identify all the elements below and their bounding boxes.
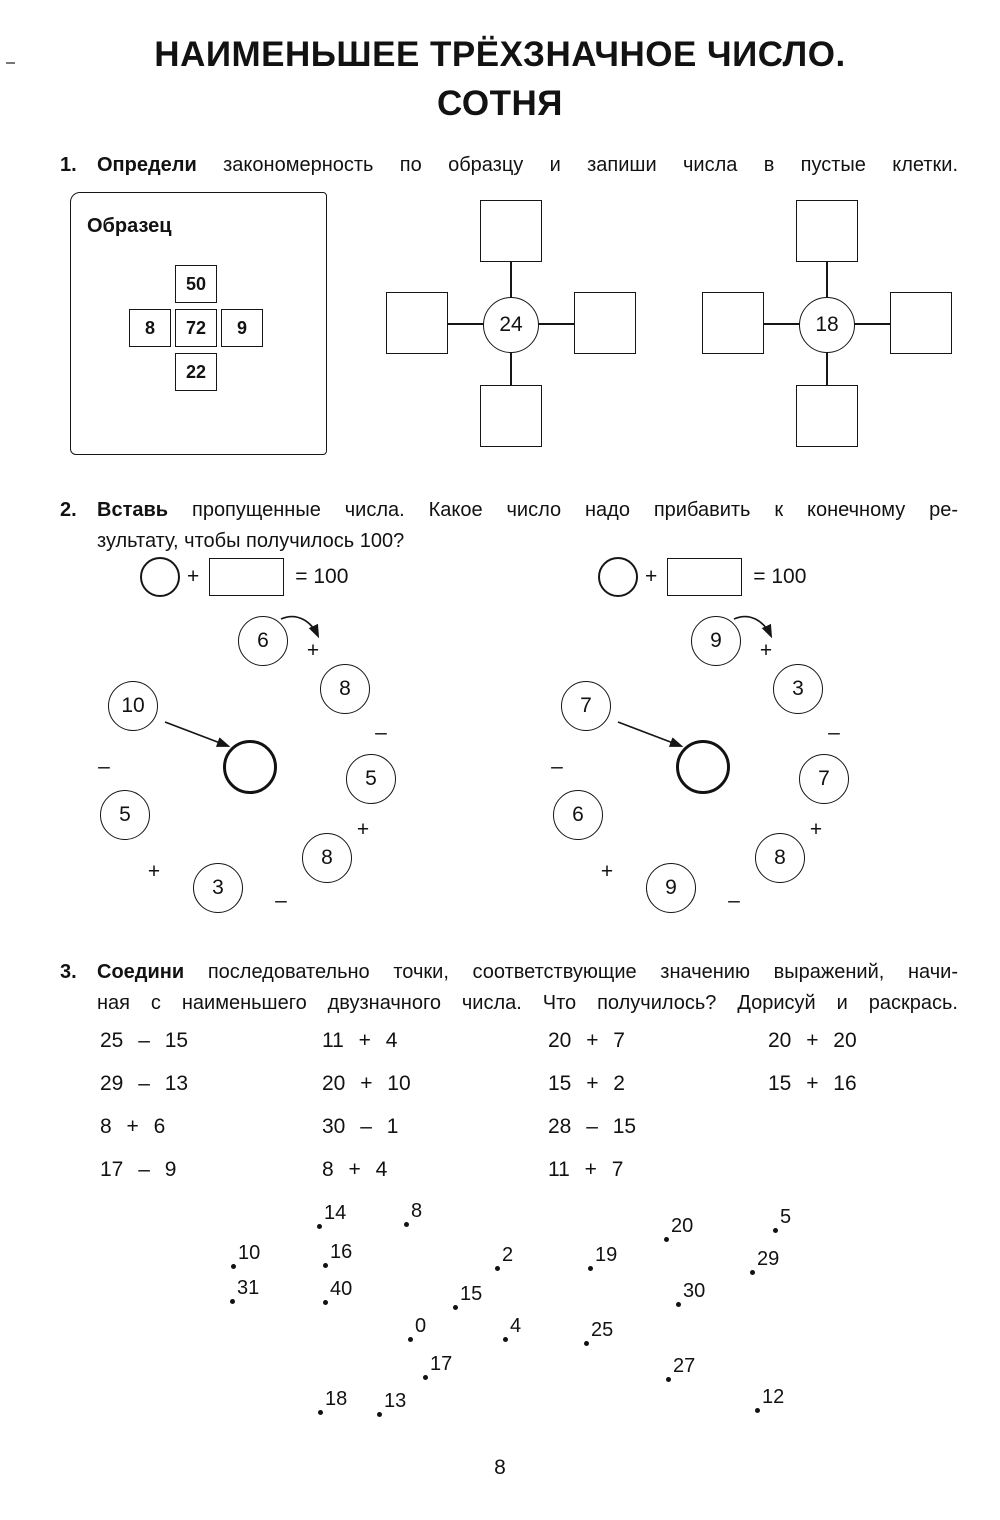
expression: 11 + 4 [322, 1029, 398, 1052]
expression: 29 – 13 [100, 1072, 189, 1095]
expression: 25 – 15 [100, 1029, 189, 1052]
operator-sign: – [551, 755, 563, 778]
dot-label: 0 [415, 1315, 427, 1337]
spiral-number: 3 [773, 664, 823, 714]
dot[interactable] [666, 1377, 671, 1382]
equals-100-label: = 100 [753, 565, 807, 588]
expression: 20 + 10 [322, 1072, 411, 1095]
operator-sign: + [147, 860, 161, 883]
dot-label: 29 [757, 1248, 780, 1270]
dot[interactable] [676, 1302, 681, 1307]
spiral-number: 3 [193, 863, 243, 913]
dot[interactable] [323, 1263, 328, 1268]
dot[interactable] [318, 1410, 323, 1415]
spiral-number: 5 [346, 754, 396, 804]
spiral-number: 9 [646, 863, 696, 913]
dot-label: 30 [683, 1280, 706, 1302]
dot[interactable] [230, 1299, 235, 1304]
expression: 20 + 7 [548, 1029, 625, 1052]
dot[interactable] [750, 1270, 755, 1275]
spiral-number: 8 [755, 833, 805, 883]
dot[interactable] [584, 1341, 589, 1346]
task1-number: 1. [60, 154, 77, 176]
task3-line2: ная с наименьшего двузначного числа. Что получилось? Дорисуй и раскрась. [97, 992, 958, 1014]
dot-label: 8 [411, 1200, 423, 1222]
dot-label: 5 [780, 1206, 792, 1228]
expression: 8 + 6 [100, 1115, 166, 1138]
dot[interactable] [377, 1412, 382, 1417]
expression: 15 + 16 [768, 1072, 857, 1095]
dot-label: 27 [673, 1355, 696, 1377]
dot-label: 18 [325, 1388, 348, 1410]
sample-cell-left: 8 [129, 309, 171, 347]
dot[interactable] [495, 1266, 500, 1271]
task3-text1: последовательно точки, соответствующие значению выражений, начи- [207, 961, 958, 983]
operator-sign: – [828, 721, 840, 744]
spiral-number: 8 [320, 664, 370, 714]
dot-label: 12 [762, 1386, 785, 1408]
dot[interactable] [664, 1237, 669, 1242]
spiral-number: 6 [238, 616, 288, 666]
dot-label: 31 [237, 1277, 260, 1299]
dot[interactable] [773, 1228, 778, 1233]
operator-sign: – [98, 755, 110, 778]
sample-cell-top: 50 [175, 265, 217, 303]
dot[interactable] [588, 1266, 593, 1271]
operator-sign: – [375, 721, 387, 744]
dot[interactable] [408, 1337, 413, 1342]
operator-sign: + [809, 818, 823, 841]
spiral-number: 7 [561, 681, 611, 731]
dot-label: 13 [384, 1390, 407, 1412]
task2-line2: зультату, чтобы получилось 100? [97, 530, 405, 552]
dot-label: 17 [430, 1353, 453, 1375]
dot[interactable] [423, 1375, 428, 1380]
expression: 28 – 15 [548, 1115, 637, 1138]
task1-text: закономерность по образцу и запиши числа в пустые клетки. [223, 154, 958, 176]
spiral-number: 8 [302, 833, 352, 883]
dot-label: 40 [330, 1278, 353, 1300]
dot[interactable] [503, 1337, 508, 1342]
expression: 20 + 20 [768, 1029, 857, 1052]
spiral-number: 5 [100, 790, 150, 840]
dot[interactable] [323, 1300, 328, 1305]
equals-100-label: = 100 [295, 565, 349, 588]
dot-label: 20 [671, 1215, 694, 1237]
task3-lead: Соедини [97, 961, 185, 983]
spiral-number: 10 [108, 681, 158, 731]
task2-lead: Вставь [97, 499, 169, 521]
dot-label: 15 [460, 1283, 483, 1305]
operator-sign: + [600, 860, 614, 883]
spiral-number: 7 [799, 754, 849, 804]
dot-label: 19 [595, 1244, 618, 1266]
operator-sign: – [728, 889, 740, 912]
dot[interactable] [404, 1222, 409, 1227]
sample-cell-bottom: 22 [175, 353, 217, 391]
operator-sign: + [306, 639, 320, 662]
plus-sign: + [187, 565, 200, 588]
dot[interactable] [317, 1224, 322, 1229]
sample-cell-right: 9 [221, 309, 263, 347]
dot-label: 14 [324, 1202, 347, 1224]
expression: 30 – 1 [322, 1115, 399, 1138]
center-number-circle: 18 [799, 297, 855, 353]
dot-label: 10 [238, 1242, 261, 1264]
task1-lead: Определи [97, 154, 197, 176]
plus-sign: + [645, 565, 658, 588]
expression: 15 + 2 [548, 1072, 625, 1095]
sample-cell-center: 72 [175, 309, 217, 347]
dot[interactable] [755, 1408, 760, 1413]
expression: 17 – 9 [100, 1158, 177, 1181]
title-line-1: НАИМЕНЬШЕЕ ТРЁХЗНАЧНОЕ ЧИСЛО. [154, 35, 846, 74]
center-number-circle: 24 [483, 297, 539, 353]
sample-label: Образец [87, 215, 172, 237]
dot[interactable] [453, 1305, 458, 1310]
operator-sign: – [275, 889, 287, 912]
operator-sign: + [356, 818, 370, 841]
operator-sign: + [759, 639, 773, 662]
task2-text1: пропущенные числа. Какое число надо прибавить к конечному ре- [191, 499, 958, 521]
expression: 8 + 4 [322, 1158, 388, 1181]
spiral-number: 6 [553, 790, 603, 840]
task2-number: 2. [60, 499, 77, 521]
dot-label: 16 [330, 1241, 353, 1263]
task3-number: 3. [60, 961, 77, 983]
expression: 11 + 7 [548, 1158, 624, 1181]
dot[interactable] [231, 1264, 236, 1269]
title-line-2: СОТНЯ [437, 84, 563, 123]
spiral-number: 9 [691, 616, 741, 666]
dot-label: 2 [502, 1244, 514, 1266]
dot-label: 4 [510, 1315, 522, 1337]
page-number: 8 [494, 1456, 506, 1479]
dot-label: 25 [591, 1319, 614, 1341]
